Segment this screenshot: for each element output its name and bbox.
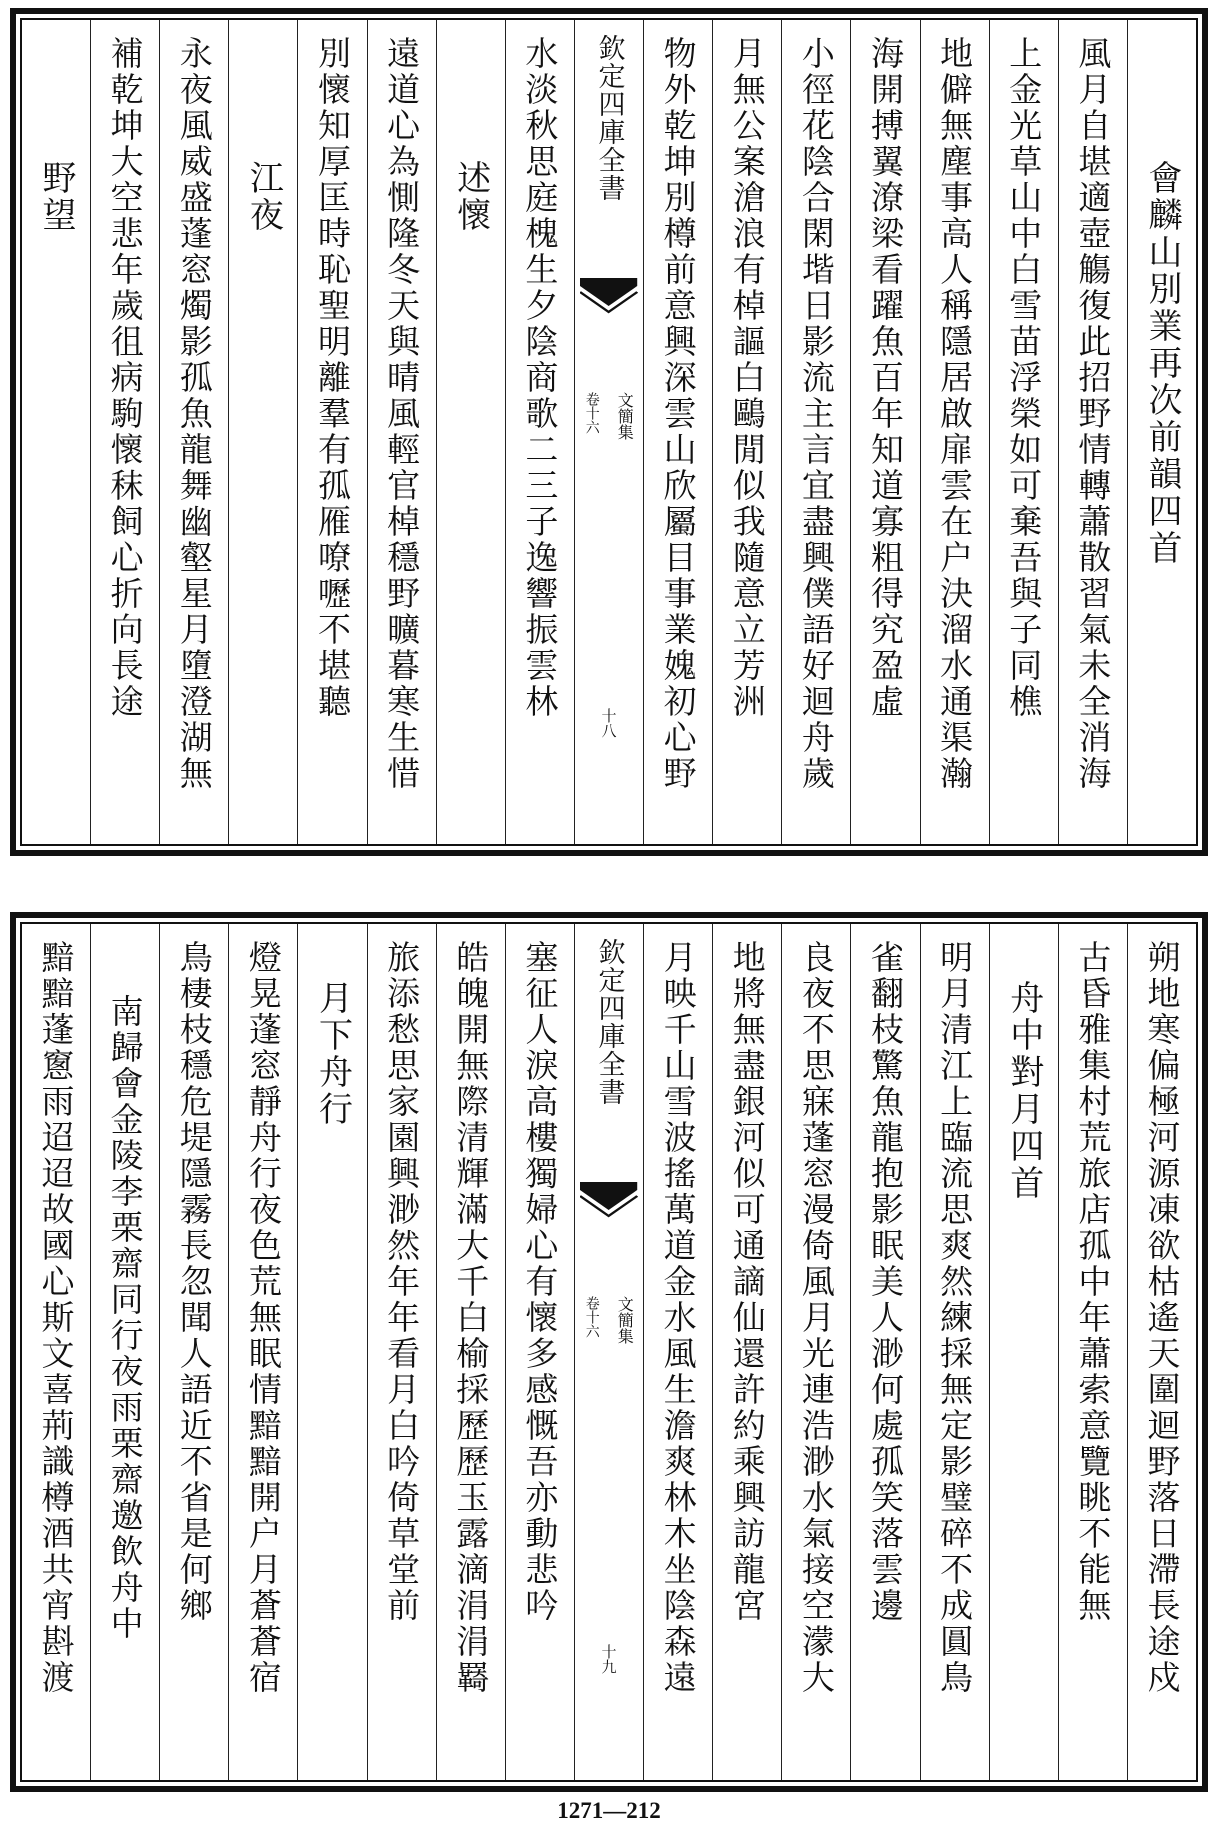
text-column xyxy=(90,20,159,844)
column-text: 永夜風威盛蓬窓燭影孤魚龍舞幽壑星月墮澄湖無 xyxy=(174,36,214,792)
text-column xyxy=(920,924,989,1780)
column-text: 小徑花陰合閑堦日影流主言宜盡興僕語好迴舟歲 xyxy=(796,36,836,792)
bottom-page xyxy=(10,912,1208,1792)
fish-tail-mark-icon xyxy=(580,1182,637,1222)
column-text: 皓魄開無際清輝滿大千白榆採歷歷玉露滴涓涓羇 xyxy=(451,940,491,1696)
column-text: 旅添愁思家園興渺然年年看月白吟倚草堂前 xyxy=(382,940,422,1624)
text-column xyxy=(850,924,919,1780)
text-column xyxy=(781,924,850,1780)
text-column xyxy=(228,924,297,1780)
page-number-footer: 1271—212 xyxy=(557,1798,661,1823)
center-gutter xyxy=(574,924,643,1780)
text-column xyxy=(989,20,1058,844)
gutter-leaf-number: 十八 xyxy=(599,708,618,738)
column-text: 良夜不思寐蓬窓漫倚風月光連浩渺水氣接空濛大 xyxy=(796,940,836,1696)
text-column xyxy=(1058,20,1127,844)
gutter-volume: 卷十六 xyxy=(583,1296,600,1338)
text-column xyxy=(297,20,366,844)
column-text: 別懷知厚匡時恥聖明離羣有孤雁嘹嚦不堪聽 xyxy=(312,36,352,720)
text-column xyxy=(1058,924,1127,1780)
text-column xyxy=(781,20,850,844)
poem-preface xyxy=(90,924,159,1780)
text-column xyxy=(712,20,781,844)
column-text: 補乾坤大空悲年歲徂病駒懷秣飼心折向長途 xyxy=(105,36,145,720)
column-text: 月無公案滄浪有棹謳白鷗閒似我隨意立芳洲 xyxy=(727,36,767,720)
gutter-title: 欽定四庫全書 xyxy=(593,34,625,202)
text-column xyxy=(159,20,228,844)
column-text: 物外乾坤別樽前意興深雲山欣屬目事業媿初心野 xyxy=(658,36,698,792)
column-text: 海開搏翼潦梁看躍魚百年知道寡粗得究盈虛 xyxy=(865,36,905,720)
top-page-columns xyxy=(20,18,1198,846)
column-text: 月映千山雪波搖萬道金水風生澹爽林木坐陰森遠 xyxy=(658,940,698,1696)
column-text: 月下舟行 xyxy=(312,980,353,1128)
text-column xyxy=(505,924,574,1780)
text-column xyxy=(920,20,989,844)
text-column xyxy=(367,20,436,844)
text-column xyxy=(712,924,781,1780)
poem-title xyxy=(436,20,505,844)
poem-title xyxy=(297,924,366,1780)
column-text: 野望 xyxy=(35,160,76,234)
text-column xyxy=(1127,924,1196,1780)
text-column xyxy=(505,20,574,844)
text-column xyxy=(22,924,90,1780)
column-text: 地將無盡銀河似可通謫仙還許約乘興訪龍宮 xyxy=(727,940,767,1624)
gutter-volume: 卷十六 xyxy=(583,392,600,434)
fish-tail-mark-icon xyxy=(580,278,637,318)
gutter-leaf-number: 十九 xyxy=(599,1644,618,1674)
column-text: 黯黯蓬窻雨迢迢故國心斯文喜荊識樽酒共宵斟渡 xyxy=(36,940,76,1696)
column-text: 遠道心為惻隆冬天與晴風輕官棹穩野曠暮寒生惜 xyxy=(382,36,422,792)
top-page xyxy=(10,8,1208,856)
text-column xyxy=(850,20,919,844)
column-text: 明月清江上臨流思爽然練採無定影璧碎不成圓鳥 xyxy=(935,940,975,1696)
text-column xyxy=(436,924,505,1780)
poem-title xyxy=(989,924,1058,1780)
text-column xyxy=(643,924,712,1780)
center-gutter xyxy=(574,20,643,844)
poem-title xyxy=(228,20,297,844)
column-text: 雀翻枝驚魚龍抱影眠美人渺何處孤笑落雲邊 xyxy=(865,940,905,1624)
column-text: 上金光草山中白雪苗浮榮如可棄吾與子同樵 xyxy=(1004,36,1044,720)
gutter-title: 欽定四庫全書 xyxy=(593,938,625,1106)
bottom-page-columns xyxy=(20,922,1198,1782)
column-text: 燈晃蓬窓靜舟行夜色荒無眠情黯黯開户月蒼蒼宿 xyxy=(243,940,283,1696)
text-column xyxy=(367,924,436,1780)
column-text: 古昏雅集村荒旅店孤中年蕭索意覽眺不能無 xyxy=(1073,940,1113,1624)
column-text: 江夜 xyxy=(243,160,284,234)
column-text: 舟中對月四首 xyxy=(1003,980,1044,1202)
column-text: 地僻無塵事高人稱隱居啟扉雲在户決溜水通渠瀚 xyxy=(935,36,975,792)
gutter-book-name: 文簡集 xyxy=(615,1296,635,1344)
column-text: 塞征人淚高樓獨婦心有懷多感慨吾亦動悲吟 xyxy=(520,940,560,1624)
poem-title xyxy=(22,20,90,844)
text-column xyxy=(643,20,712,844)
column-text: 風月自堪適壺觴復此招野情轉蕭散習氣未全消海 xyxy=(1073,36,1113,792)
text-column xyxy=(159,924,228,1780)
column-text: 述懷 xyxy=(450,160,491,234)
column-text: 鳥棲枝穩危堤隱霧長忽聞人語近不省是何鄉 xyxy=(174,940,214,1624)
column-text: 會麟山別業再次前韻四首 xyxy=(1141,160,1182,567)
poem-title xyxy=(1127,20,1196,844)
column-text: 水淡秋思庭槐生夕陰商歌二三子逸響振雲林 xyxy=(520,36,560,720)
gutter-book-name: 文簡集 xyxy=(615,392,635,440)
column-text: 朔地寒偏極河源凍欲枯遙天圍迴野落日滯長途戍 xyxy=(1142,940,1182,1696)
column-text: 南歸會金陵李栗齋同行夜雨栗齋邀飲舟中 xyxy=(105,994,145,1642)
